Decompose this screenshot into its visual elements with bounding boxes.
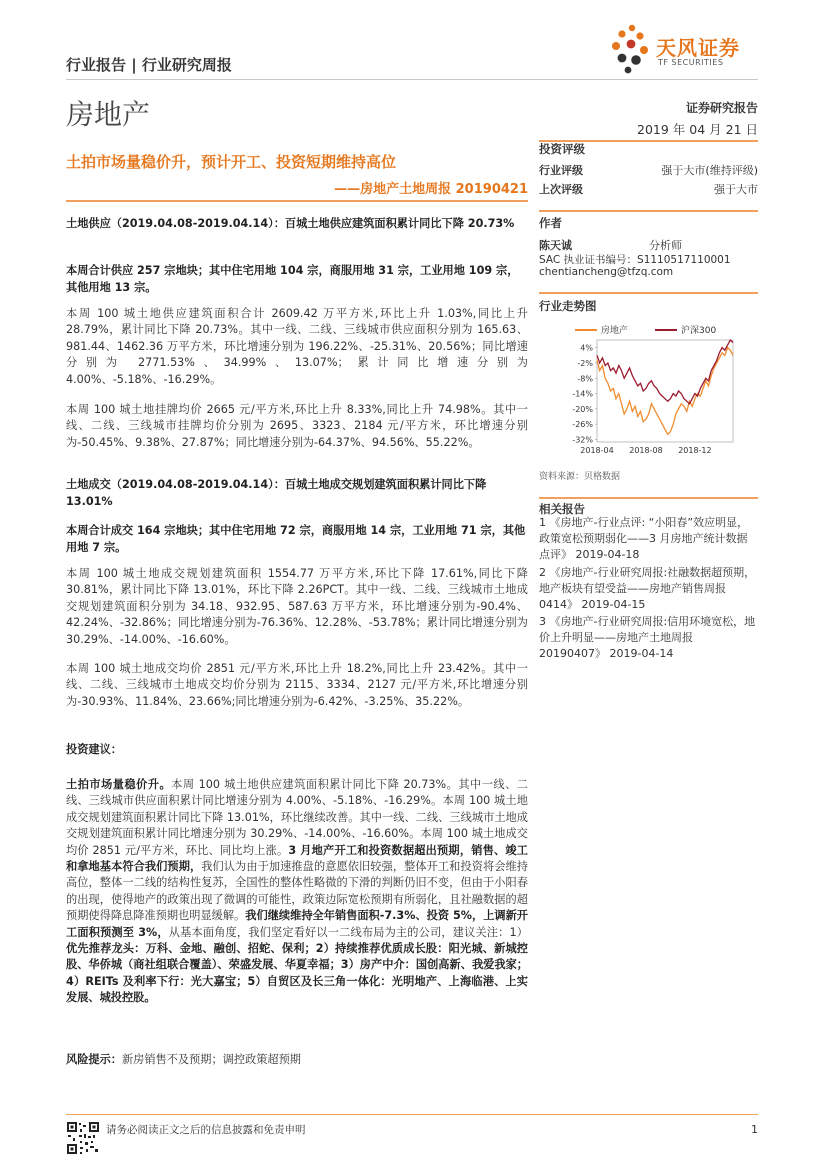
chart-source: 资料来源：贝格数据	[539, 472, 621, 482]
plot-frame	[597, 340, 733, 442]
invest-text-3: 从基本面角度，我们坚定看好以一二线布局为主的公司，建议关注：1）	[168, 925, 528, 939]
author-email[interactable]: chentiancheng@tfzq.com	[539, 266, 674, 278]
deal-area-paragraph: 本周 100 城土地成交规划建筑面积 1554.77 万平方米,环比下降 17.61%,同比下降 30.81%，累计同比下降 13.01%，环比下降 2.26PCT。其中一线、二线、三线城市土地成交规划建筑面积分别为 34.18、932.95、587.63 万平方米，环比增速分别为-90.4%、42.24%、-32.86%；同比增速分别为-76.36%、12.28%、-53.78%；累计同比增速分别为 30.29%、-14.00%、-16.60%。	[66, 567, 528, 646]
author-role: 分析师	[649, 239, 682, 252]
supply-heading: 土地供应（2019.04.08-2019.04.14）：百城土地供应建筑面积累计同比下降 20.73%	[66, 217, 515, 230]
invest-bold-2: 我们继续维持全年销售面积-7.3%、投资 5%，上调新开工面积预测至 3%，	[66, 909, 528, 939]
footer-divider	[66, 1114, 758, 1115]
deal-price-paragraph: 本周 100 城土地成交均价 2851 元/平方米,环比上升 18.2%,同比上升 23.42%。其中一线、二线、三线城市土地成交均价分别为 2115、3334、2127 元/平方米,环比增速分别为-30.93%、11.84%、23.66%;同比增速分别为-6.42%、-3.25%、35.22%。	[66, 662, 528, 708]
y-tick-label: -32%	[572, 435, 593, 445]
qr-code-icon	[66, 1121, 100, 1155]
supply-area-paragraph: 本周 100 城土地供应建筑面积合计 2609.42 万平方米,环比上升 1.03%,同比上升 28.79%，累计同比下降 20.73%。其中一线、二线、三线城市供应面积分别为 165.63、981.44、1462.36 万平方米，环比增速分别为 196.22%、-25.31%、20.56%；同比增速分别为 2771.53%、34.99%、13.07%；累计同比增速分别为 4.00%、-5.18%、-16.29%。	[66, 307, 528, 386]
deal-summary: 本周合计成交 164 宗地块；其中住宅用地 72 宗，商服用地 14 宗，工业用地 71 宗，其他用地 7 宗。	[66, 524, 526, 554]
legend-label-realestate: 房地产	[601, 326, 629, 336]
legend-label-hs300: 沪深300	[681, 326, 717, 336]
invest-bold-3: 优先推荐龙头：万科、金地、融创、招蛇、保利；2）持续推荐优质成长股：阳光城、新城控股、华侨城（商社组联合覆盖）、荣盛发展、华夏幸福；3）房产中介：国创高新、我爱我家；4）REITs 及利率下行：光大嘉宝；5）自贸区及长三角一体化：光明地产、上海临港、上实发展、城投控股。	[66, 942, 528, 1005]
author-cert: SAC 执业证书编号：S1110517110001	[539, 254, 731, 266]
report-title: 土拍市场量稳价升，预计开工、投资短期维持高位	[66, 153, 397, 171]
invest-paragraph	[66, 777, 528, 1007]
y-tick-label: -20%	[572, 404, 593, 414]
logo-text-en: TF SECURITIES	[658, 58, 724, 67]
y-tick-label: 4%	[580, 343, 593, 353]
y-tick-label: -26%	[572, 420, 593, 430]
invest-heading: 投资建议：	[66, 743, 122, 756]
related-report-3[interactable]: 3 《房地产-行业研究周报:信用环境宽松，地价上升明显——房地产土地周报 20190407》 2019-04-14	[539, 615, 756, 661]
risk-label: 风险提示：	[66, 1053, 122, 1066]
footer-disclaimer[interactable]: 请务必阅读正文之后的信息披露和免责申明	[106, 1124, 306, 1136]
industry-trend-chart	[539, 318, 758, 464]
report-subtitle: ——房地产土地周报 20190421	[334, 182, 528, 197]
author-name: 陈天诚	[539, 239, 572, 252]
invest-bold-1: 3 月地产开工和投资数据超出预期，销售、竣工和拿地基本符合我们预期，	[66, 843, 528, 874]
y-tick-label: -2%	[577, 358, 593, 368]
logo-text-cn: 天风证券	[656, 36, 740, 60]
risk-paragraph	[66, 1052, 528, 1068]
page-number: 1	[751, 1123, 758, 1136]
trend-title: 行业走势图	[539, 299, 597, 313]
prev-rating-value: 强于大市	[714, 183, 758, 196]
sector-title: 房地产	[66, 98, 151, 131]
supply-price-paragraph: 本周 100 城土地挂牌均价 2665 元/平方米,环比上升 8.33%,同比上升 74.98%。其中一线、二线、三线城市挂牌均价分别为 2695、3323、2184 元/平方米，环比增速分别为-50.45%、9.38%、27.87%；同比增速分别为-64.37%、94.56%、55.22%。	[66, 403, 528, 449]
related-title: 相关报告	[539, 502, 585, 516]
y-tick-label: -8%	[577, 374, 593, 384]
invest-text-2: 我们认为由于加速推盘的意愿依旧较强，整体开工和投资将会维持高位，整体一二线的结构性复苏，全国性的整体性略微的下滑的判断仍旧不变，但由于小阳春的出现，使得地产的政策出现了微调的可能性，政策边际宽松预期有所弱化，且社融数据的超预期使得降息降准预期也明显缓解。	[66, 860, 528, 923]
trend-chart-svg	[539, 318, 758, 464]
risk-text: 新房销售不及预期；调控政策超预期	[121, 1053, 301, 1066]
report-class: 证券研究报告	[685, 101, 758, 115]
logo-mark-icon	[604, 22, 654, 74]
rating-value: 强于大市(维持评级)	[661, 164, 758, 177]
prev-rating-label: 上次评级	[539, 183, 583, 196]
author-title: 作者	[539, 216, 562, 230]
rating-label: 行业评级	[539, 164, 583, 177]
author-row	[539, 237, 758, 253]
header-divider	[66, 79, 758, 80]
invest-lead: 土拍市场量稳价升。	[66, 778, 172, 791]
related-top-rule	[539, 497, 758, 499]
x-tick-label: 2018-04	[580, 446, 614, 455]
supply-summary: 本周合计供应 257 宗地块；其中住宅用地 104 宗，商服用地 31 宗，工业用地 109 宗，其他用地 13 宗。	[66, 264, 519, 294]
report-type: 行业报告 | 行业研究周报	[66, 56, 232, 74]
related-report-2[interactable]: 2 《房地产-行业研究周报:社融数据超预期，地产板块有望受益——房地产销售周报 0414》 2019-04-15	[539, 566, 756, 612]
rating-title: 投资评级	[539, 142, 585, 156]
rating-row	[539, 162, 758, 178]
title-divider	[66, 200, 528, 202]
invest-text-1: 本周 100 城土地供应建筑面积累计同比下降 20.73%。其中一线、二线、三线城市供应面积累计同比增速分别为 4.00%、-5.18%、-16.29%。本周 100 城土地成交规划建筑面积累计同比下降 13.01%，环比继续改善。其中一线、二线、三线城市土地成交规划建筑面积累计同比增速分别为 30.29%、-14.00%、-16.60%。本周 100 城土地成交均价 2851 元/平方米，环比、同比均上涨。	[66, 778, 528, 857]
author-top-rule	[539, 210, 758, 212]
related-report-1[interactable]: 1 《房地产-行业点评: “小阳春”效应明显，政策宽松预期弱化——3 月房地产统计数据点评》 2019-04-18	[539, 516, 749, 562]
x-tick-label: 2018-12	[678, 446, 712, 455]
y-tick-label: -14%	[572, 389, 593, 399]
x-tick-label: 2018-08	[629, 446, 663, 455]
company-logo	[604, 22, 764, 74]
deal-heading: 土地成交（2019.04.08-2019.04.14）：百城土地成交规划建筑面积累计同比下降 13.01%	[66, 478, 487, 508]
report-date: 2019 年 04 月 21 日	[637, 122, 758, 137]
series-line-realestate	[597, 348, 733, 435]
trend-top-rule	[539, 292, 758, 294]
prev-rating-row	[539, 181, 758, 197]
